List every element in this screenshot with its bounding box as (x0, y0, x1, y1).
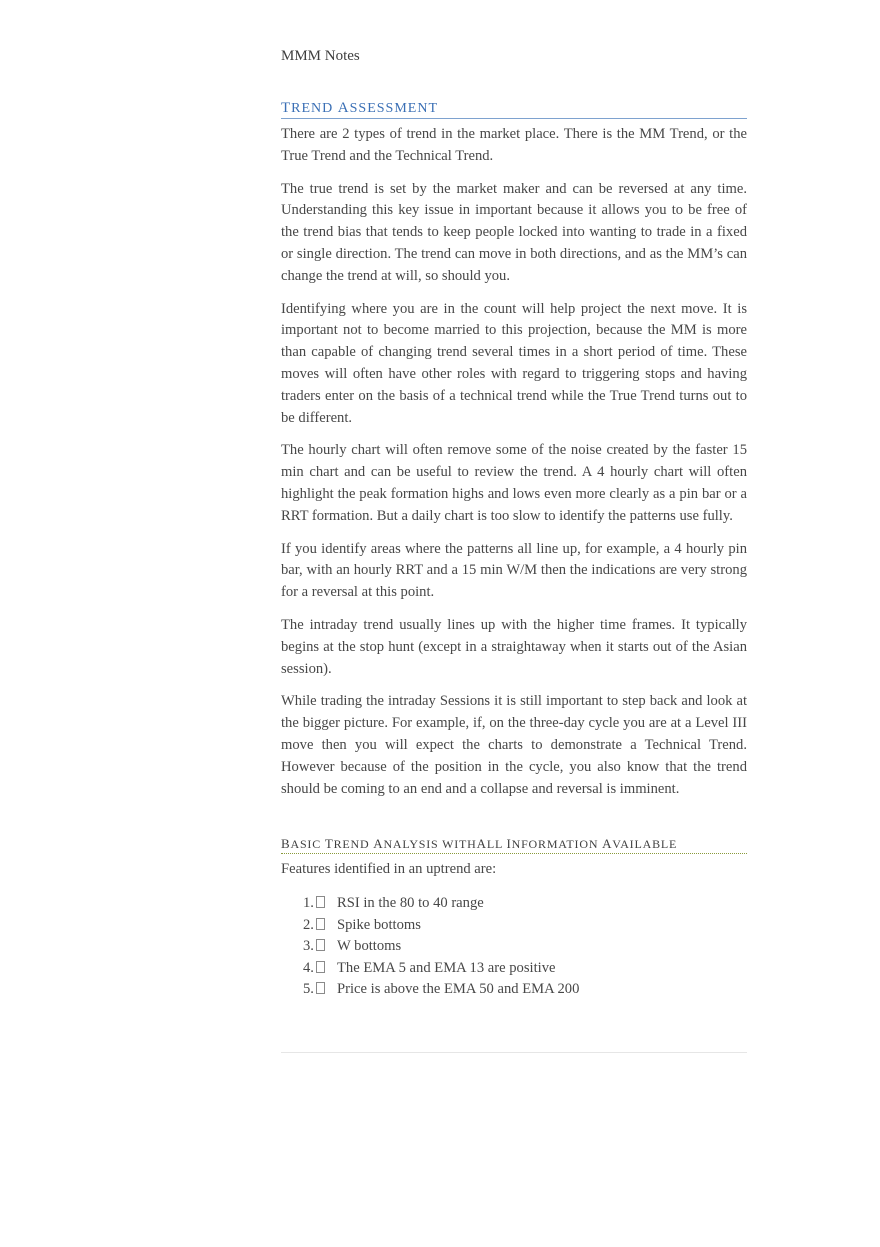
heading-initial: B (281, 836, 291, 851)
missing-glyph-box-icon (316, 896, 325, 908)
list-item (303, 958, 579, 980)
list-number-text: 1. (303, 895, 314, 911)
feature-list (303, 893, 579, 1001)
list-item (303, 893, 579, 915)
features-intro: Features identified in an uptrend are: (281, 861, 497, 877)
list-item-text: The EMA 5 and EMA 13 are positive (337, 959, 556, 976)
list-item (303, 915, 579, 937)
running-header-title: MMM Notes (281, 48, 360, 64)
section-heading-trend-assessment (281, 100, 747, 119)
list-number-text: 2. (303, 916, 314, 933)
missing-glyph-box-icon (316, 939, 325, 951)
list-number (303, 979, 337, 1001)
heading-initial: T (324, 836, 334, 851)
list-number (303, 936, 337, 958)
heading-text: NFORMATION (511, 837, 603, 851)
paragraph: The intraday trend usually lines up with the higher time frames. It typically begins at the stop hunt (except in a straightaway when it starts out of the Asian session). (281, 616, 747, 677)
list-number-text: 3. (303, 938, 314, 955)
list-item-text: Spike bottoms (337, 916, 421, 933)
list-item (303, 979, 579, 1001)
missing-glyph-box-icon (316, 961, 325, 973)
heading-text: VAILABLE (612, 837, 678, 851)
heading-text: ASIC (290, 837, 325, 851)
missing-glyph-box-icon (316, 918, 325, 930)
heading-text: NALYSIS WITH (383, 837, 477, 851)
heading-initial: T (281, 100, 292, 116)
list-item-text: W bottoms (337, 938, 402, 955)
list-number (303, 915, 337, 937)
heading-text: SSESSMENT (349, 101, 438, 116)
heading-initial: A (476, 836, 487, 851)
heading-text: REND (333, 837, 374, 851)
heading-initial: A (373, 836, 384, 851)
list-item-text: RSI in the 80 to 40 range (337, 895, 484, 911)
list-item-text: Price is above the EMA 50 and EMA 200 (337, 981, 580, 998)
heading-text: LL (486, 837, 507, 851)
heading-initial: I (506, 836, 512, 851)
heading-initial: A (337, 100, 350, 116)
footer-divider (281, 1052, 747, 1053)
section-heading-basic-trend-analysis (281, 836, 747, 854)
list-item (303, 936, 579, 958)
paragraph: Identifying where you are in the count will help project the next move. It is important not to become married to this projection, because the MM is more than capable of changing trend several times in a short period of time. These moves will often have other roles with regard to triggering stops and having traders enter on the basis of a technical trend while the True Trend turns out to be different. (281, 300, 747, 426)
list-number-text: 4. (303, 959, 314, 976)
list-number (303, 958, 337, 980)
paragraph: While trading the intraday Sessions it is still important to step back and look at the bigger picture. For example, if, on the three-day cycle you are at a Level III move then you will expect the charts to demonstrate a Technical Trend. However because of the position in the cycle, you also know that the trend should be coming to an end and a collapse and reversal is imminent. (281, 693, 747, 797)
section-body (281, 124, 747, 811)
paragraph: The hourly chart will often remove some of the noise created by the faster 15 min chart and can be useful to review the trend. A 4 hourly chart will often highlight the peak formation highs and lows even more clearly as a pin bar or a RRT formation. But a daily chart is too slow to identify the patterns use fully. (281, 442, 747, 524)
paragraph: The true trend is set by the market maker and can be reversed at any time. Understanding this key issue in important because it allows you to be free of the trend bias that tends to keep people locked into wanting to trade in a fixed or single direction. The trend can move in both directions, and as the MM’s can change the trend at will, so should you. (281, 180, 747, 284)
paragraph: If you identify areas where the patterns all line up, for example, a 4 hourly pin bar, with an hourly RRT and a 15 min W/M then the indications are very strong for a reversal at this point. (281, 540, 747, 601)
list-number (303, 893, 337, 915)
heading-initial: A (602, 836, 613, 851)
list-number-text: 5. (303, 981, 314, 998)
paragraph: There are 2 types of trend in the market place. There is the MM Trend, or the True Trend and the Technical Trend. (281, 126, 747, 164)
missing-glyph-box-icon (316, 982, 325, 994)
heading-text: REND (291, 101, 338, 116)
